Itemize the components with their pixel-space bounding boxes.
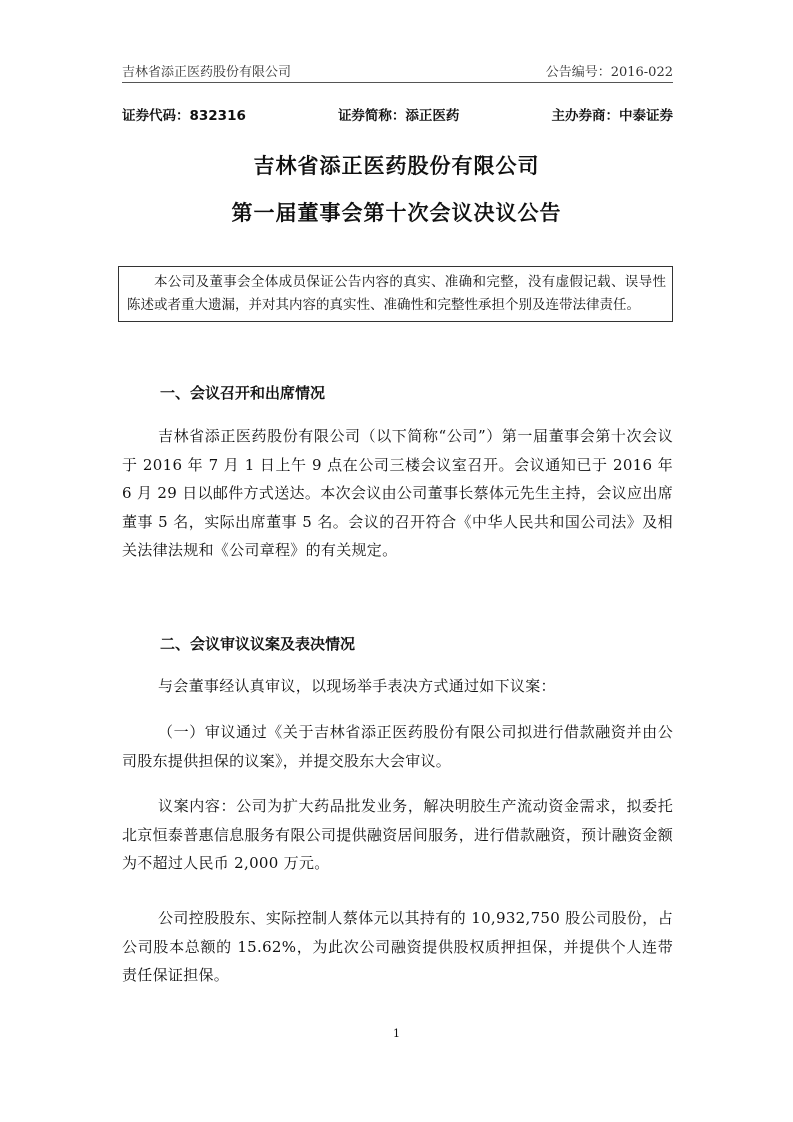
- header-announcement-number: 公告编号：2016-022: [545, 65, 673, 80]
- section2-intro: 与会董事经认真审议，以现场举手表决方式通过如下议案：: [158, 677, 556, 695]
- section1-body: 吉林省添正医药股份有限公司（以下简称“公司”）第一届董事会第十次会议于 2016 年 7 月 1 日上午 9 点在公司三楼会议室召开。会议通知已于 2016 年 6 月 29 日以邮件方式送达。本次会议由公司董事长蔡体元先生主持，会议应出席董事 5 名，实际出席董事 5 名。会议的召开符合《中华人民共和国公司法》及相关法律法规和《公司章程》的有关规定。: [122, 427, 673, 559]
- section1-heading: 一、会议召开和出席情况: [160, 384, 326, 402]
- document-title-company: 吉林省添正医药股份有限公司: [253, 154, 540, 178]
- security-info-line: [122, 104, 673, 124]
- section2-item1: （一）审议通过《关于吉林省添正医药股份有限公司拟进行借款融资并由公司股东提供担保的议案》，并提交股东大会审议。: [122, 723, 673, 770]
- security-code: 证券代码：832316: [122, 108, 246, 124]
- header-company: 吉林省添正医药股份有限公司: [122, 65, 292, 80]
- section2-guarantee: 公司控股股东、实际控制人蔡体元以其持有的 10,932,750 股公司股份，占公司股本总额的 15.62%，为此次公司融资提供股权质押担保，并提供个人连带责任保证担保。: [122, 909, 673, 984]
- security-short-name: 证券简称：添正医药: [337, 108, 460, 124]
- disclaimer-box: 本公司及董事会全体成员保证公告内容的真实、准确和完整，没有虚假记载、误导性陈述或者重大遗漏，并对其内容的真实性、准确性和完整性承担个别及连带法律责任。: [118, 266, 673, 322]
- section2-proposal-content: 议案内容：公司为扩大药品批发业务，解决明胶生产流动资金需求，拟委托北京恒泰普惠信息服务有限公司提供融资居间服务，进行借款融资，预计融资金额为不超过人民币 2,000 万元。: [122, 797, 673, 872]
- page-header: [122, 58, 673, 83]
- section2-heading: 二、会议审议议案及表决情况: [160, 635, 356, 653]
- page-number: 1: [393, 1027, 400, 1040]
- document-title-announcement: 第一届董事会第十次会议决议公告: [231, 201, 562, 225]
- security-sponsor: 主办券商：中泰证券: [551, 108, 673, 124]
